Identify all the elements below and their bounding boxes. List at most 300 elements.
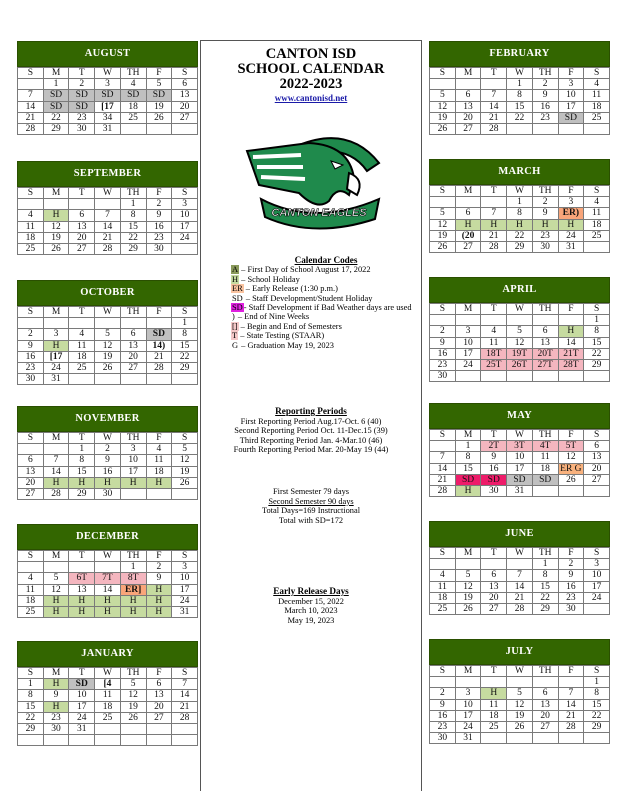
day-cell: 13 [146, 690, 172, 701]
weekday-header: T [481, 548, 507, 559]
day-cell: 31 [455, 733, 481, 744]
day-cell: 6 [532, 326, 558, 337]
day-cell [120, 374, 146, 385]
day-cell [584, 371, 610, 382]
week-row [18, 455, 198, 466]
day-cell: SD [43, 90, 69, 101]
reporting-line: Fourth Reporting Period Mar. 20-May 19 (44) [233, 445, 389, 455]
month-may [429, 403, 610, 497]
day-cell: 22 [172, 351, 198, 362]
day-cell: 24 [584, 592, 610, 603]
day-cell: 4 [584, 197, 610, 208]
day-cell: 6 [18, 455, 44, 466]
day-cell: 2 [95, 444, 121, 455]
weekday-header: S [172, 188, 198, 199]
day-cell: H [481, 219, 507, 230]
day-cell [455, 197, 481, 208]
week-row [430, 241, 610, 252]
day-cell: 2 [558, 559, 584, 570]
day-cell: 18 [481, 710, 507, 721]
day-cell: H [69, 477, 95, 488]
day-cell: 11 [18, 221, 44, 232]
day-cell: 11 [430, 581, 456, 592]
day-cell: 23 [430, 359, 456, 370]
day-cell: 17 [507, 463, 533, 474]
total-days: Total Days=169 Instructional [261, 506, 361, 516]
day-cell: 27 [120, 362, 146, 373]
day-cell: 19 [455, 592, 481, 603]
day-cell [146, 723, 172, 734]
weekday-header: T [481, 304, 507, 315]
day-cell [558, 123, 584, 134]
day-cell: 30 [146, 243, 172, 254]
day-cell: H [120, 595, 146, 606]
day-cell [481, 371, 507, 382]
day-cell [481, 79, 507, 90]
week-row [18, 318, 198, 329]
weekday-header: W [507, 186, 533, 197]
day-cell: 29 [18, 723, 44, 734]
week-row [18, 488, 198, 499]
month-header: JANUARY [17, 641, 198, 667]
day-cell: 9 [43, 690, 69, 701]
day-cell: 17 [455, 348, 481, 359]
day-cell: 11 [584, 90, 610, 101]
weekday-header: TH [120, 307, 146, 318]
day-cell: 30 [18, 374, 44, 385]
day-cell: 21T [558, 348, 584, 359]
eagle-logo-icon [239, 123, 389, 233]
weekday-header: M [43, 307, 69, 318]
day-cell: 12 [95, 340, 121, 351]
day-cell: 1 [584, 315, 610, 326]
day-cell: 13 [532, 337, 558, 348]
day-cell: 3 [120, 444, 146, 455]
legend-text: – Staff Development/Student Holiday [243, 293, 373, 303]
weekday-header: W [507, 430, 533, 441]
day-cell: SD [481, 474, 507, 485]
weekday-header: S [430, 430, 456, 441]
day-cell: 17 [172, 221, 198, 232]
weekday-header: TH [532, 68, 558, 79]
weekday-header: T [69, 551, 95, 562]
day-cell: 9 [558, 570, 584, 581]
day-cell [43, 735, 69, 746]
week-row [430, 463, 610, 474]
day-cell: 24 [172, 595, 198, 606]
day-cell: 7 [43, 455, 69, 466]
day-cell: 6 [532, 688, 558, 699]
weekday-header: S [172, 307, 198, 318]
week-row [430, 677, 610, 688]
day-cell: 2T [481, 441, 507, 452]
day-cell [507, 371, 533, 382]
legend-code: SD [232, 293, 243, 303]
day-cell: 11 [532, 452, 558, 463]
week-row [430, 197, 610, 208]
week-row [18, 199, 198, 210]
day-cell: 28 [146, 362, 172, 373]
legend-code: ER [232, 284, 243, 294]
day-cell: H [43, 210, 69, 221]
week-row [430, 603, 610, 614]
day-cell: SD [69, 90, 95, 101]
month-grid [17, 67, 198, 135]
day-cell: 5 [430, 90, 456, 101]
day-cell: 24 [69, 712, 95, 723]
day-cell: 4 [481, 326, 507, 337]
day-cell [584, 123, 610, 134]
week-row [18, 679, 198, 690]
day-cell: 13 [69, 584, 95, 595]
day-cell: 10 [455, 337, 481, 348]
day-cell: 20 [69, 232, 95, 243]
day-cell: 3 [95, 79, 121, 90]
day-cell: 27 [455, 123, 481, 134]
day-cell: 18 [430, 592, 456, 603]
week-row [430, 326, 610, 337]
month-header: SEPTEMBER [17, 161, 198, 187]
weekday-header: W [95, 433, 121, 444]
week-row [430, 485, 610, 496]
day-cell: 10 [172, 210, 198, 221]
day-cell: 17 [120, 466, 146, 477]
day-cell: 10 [172, 573, 198, 584]
day-cell: H [95, 595, 121, 606]
day-cell: 11 [481, 337, 507, 348]
day-cell: 2 [18, 329, 44, 340]
month-november [17, 406, 198, 500]
day-cell [120, 488, 146, 499]
day-cell: 26 [95, 362, 121, 373]
day-cell: 22 [18, 712, 44, 723]
weekday-header: W [507, 666, 533, 677]
day-cell: SD [146, 329, 172, 340]
day-cell: 28 [481, 241, 507, 252]
day-cell: 4 [69, 329, 95, 340]
day-cell: 23 [146, 232, 172, 243]
day-cell [558, 371, 584, 382]
day-cell: 18 [584, 101, 610, 112]
day-cell: 30 [481, 485, 507, 496]
day-cell: 31 [69, 723, 95, 734]
early-release-date: May 19, 2023 [287, 615, 335, 625]
day-cell: 17 [558, 101, 584, 112]
day-cell: 16 [95, 466, 121, 477]
month-grid [429, 303, 610, 382]
day-cell: 10 [455, 699, 481, 710]
weekday-header: S [18, 188, 44, 199]
day-cell: 27 [532, 721, 558, 732]
month-grid [17, 187, 198, 255]
legend-code: T [232, 331, 238, 341]
day-cell [507, 315, 533, 326]
day-cell [430, 315, 456, 326]
day-cell: 25 [120, 112, 146, 123]
month-header: FEBRUARY [429, 41, 610, 67]
day-cell: 12 [120, 690, 146, 701]
day-cell: 3T [507, 441, 533, 452]
weekday-header: W [95, 188, 121, 199]
week-row [430, 359, 610, 370]
reporting-line: Second Reporting Period Oct. 11-Dec.15 (39) [234, 426, 388, 436]
weekday-header: F [558, 548, 584, 559]
day-cell: 9 [532, 90, 558, 101]
day-cell: 30 [430, 371, 456, 382]
month-header: MAY [429, 403, 610, 429]
weekday-header: TH [532, 666, 558, 677]
day-cell: 1 [532, 559, 558, 570]
day-cell: 10 [120, 455, 146, 466]
day-cell: 7 [481, 90, 507, 101]
week-row [18, 584, 198, 595]
day-cell: 8 [584, 326, 610, 337]
day-cell: H [146, 584, 172, 595]
month-header: OCTOBER [17, 280, 198, 306]
legend-code: A [232, 265, 239, 275]
day-cell: 2 [430, 326, 456, 337]
day-cell: 3 [558, 197, 584, 208]
day-cell: 6 [69, 210, 95, 221]
weekday-header: T [481, 430, 507, 441]
day-cell: H [69, 606, 95, 617]
day-cell: 13 [455, 101, 481, 112]
day-cell: 3 [172, 562, 198, 573]
week-row [18, 123, 198, 134]
weekday-header: S [584, 68, 610, 79]
day-cell: 19 [120, 701, 146, 712]
weekday-header: S [430, 304, 456, 315]
day-cell: 14 [172, 690, 198, 701]
day-cell: 4 [146, 444, 172, 455]
day-cell: 1 [120, 562, 146, 573]
day-cell: H [95, 477, 121, 488]
day-cell: 30 [43, 723, 69, 734]
day-cell [95, 735, 121, 746]
week-row [430, 208, 610, 219]
week-row [18, 595, 198, 606]
day-cell: 23 [430, 721, 456, 732]
day-cell: H [43, 701, 69, 712]
legend-text: – End of Nine Weeks [235, 312, 310, 322]
day-cell: 1 [43, 79, 69, 90]
day-cell: 15 [584, 337, 610, 348]
day-cell: 16 [558, 581, 584, 592]
day-cell: SD [507, 474, 533, 485]
day-cell: H [43, 477, 69, 488]
day-cell [95, 562, 121, 573]
canton-eagles-logo [239, 123, 389, 233]
calendar-title [201, 47, 421, 92]
day-cell: 22 [532, 592, 558, 603]
day-cell: 16 [146, 221, 172, 232]
legend-item [231, 284, 421, 293]
day-cell [69, 374, 95, 385]
day-cell: 7 [481, 208, 507, 219]
day-cell: 14 [95, 221, 121, 232]
day-cell: 1 [172, 318, 198, 329]
day-cell: H [532, 219, 558, 230]
day-cell: 14 [43, 466, 69, 477]
month-april [429, 277, 610, 382]
day-cell: 24 [455, 359, 481, 370]
week-row [18, 351, 198, 362]
day-cell: 27 [584, 474, 610, 485]
weekday-header: S [172, 68, 198, 79]
month-june [429, 521, 610, 615]
day-cell [430, 441, 456, 452]
day-cell: 23 [69, 112, 95, 123]
month-grid [429, 665, 610, 744]
day-cell: 14) [146, 340, 172, 351]
day-cell: 31 [558, 241, 584, 252]
week-row [430, 101, 610, 112]
day-cell [18, 444, 44, 455]
day-cell: H [43, 679, 69, 690]
day-cell: 14 [430, 463, 456, 474]
day-cell: 7T [95, 573, 121, 584]
weekday-header: S [172, 668, 198, 679]
day-cell: ER) [558, 208, 584, 219]
day-cell: 2 [69, 79, 95, 90]
day-cell: H [95, 606, 121, 617]
day-cell: 18 [584, 219, 610, 230]
day-cell: 26 [455, 603, 481, 614]
day-cell: 28T [558, 359, 584, 370]
month-december [17, 524, 198, 618]
day-cell: H [43, 606, 69, 617]
day-cell: 20 [120, 351, 146, 362]
day-cell: 14 [95, 584, 121, 595]
day-cell: 7 [18, 90, 44, 101]
day-cell [146, 318, 172, 329]
weekday-header: S [18, 668, 44, 679]
day-cell: 8 [507, 208, 533, 219]
day-cell: 15 [172, 340, 198, 351]
week-row [18, 329, 198, 340]
week-row [430, 371, 610, 382]
week-row [18, 79, 198, 90]
svg-text:CANTON EAGLES: CANTON EAGLES [271, 207, 367, 219]
day-cell: 18T [481, 348, 507, 359]
day-cell: 9 [481, 452, 507, 463]
week-row [18, 573, 198, 584]
day-cell: H [455, 485, 481, 496]
day-cell: 21 [558, 710, 584, 721]
legend-item [231, 331, 421, 340]
weekday-header: TH [532, 548, 558, 559]
day-cell: (20 [455, 230, 481, 241]
day-cell: 19 [507, 710, 533, 721]
week-row [18, 340, 198, 351]
day-cell: 23 [18, 362, 44, 373]
codes-heading: Calendar Codes [294, 255, 358, 265]
day-cell [172, 243, 198, 254]
day-cell: 27 [69, 243, 95, 254]
week-row [430, 348, 610, 359]
month-header: NOVEMBER [17, 406, 198, 432]
day-cell [455, 559, 481, 570]
weekday-header: T [481, 68, 507, 79]
day-cell: 5 [507, 688, 533, 699]
weekday-header: T [481, 666, 507, 677]
weekday-header: M [43, 188, 69, 199]
day-cell: 17 [69, 701, 95, 712]
day-cell: 25 [18, 606, 44, 617]
week-row [18, 690, 198, 701]
website-link[interactable]: www.cantonisd.net [274, 93, 348, 103]
weekday-header: S [18, 551, 44, 562]
day-cell: 1 [507, 79, 533, 90]
day-cell: 9 [146, 210, 172, 221]
day-cell [18, 79, 44, 90]
day-cell: 2 [532, 79, 558, 90]
day-cell [481, 315, 507, 326]
day-cell: 28 [430, 485, 456, 496]
week-row [430, 474, 610, 485]
day-cell: 28 [43, 488, 69, 499]
week-row [430, 570, 610, 581]
day-cell: SD [532, 474, 558, 485]
day-cell: 14 [558, 699, 584, 710]
day-cell: 29 [584, 359, 610, 370]
day-cell: 6T [69, 573, 95, 584]
day-cell: 7 [172, 679, 198, 690]
day-cell [120, 123, 146, 134]
day-cell: 12 [507, 699, 533, 710]
day-cell [558, 315, 584, 326]
day-cell: 29 [43, 123, 69, 134]
legend-item [231, 312, 421, 321]
day-cell: 6 [584, 441, 610, 452]
day-cell: 21 [172, 701, 198, 712]
day-cell: 11 [18, 584, 44, 595]
day-cell: 14 [481, 101, 507, 112]
day-cell: 27 [146, 712, 172, 723]
day-cell: 21 [18, 112, 44, 123]
day-cell: 3 [172, 199, 198, 210]
weekday-header: S [584, 304, 610, 315]
day-cell: 21 [507, 592, 533, 603]
day-cell: 9 [532, 208, 558, 219]
day-cell: 4 [18, 210, 44, 221]
weekday-header: S [584, 186, 610, 197]
day-cell: 6 [455, 208, 481, 219]
day-cell: 29 [69, 488, 95, 499]
week-row [18, 374, 198, 385]
day-cell [558, 485, 584, 496]
day-cell: 5 [146, 79, 172, 90]
month-header: APRIL [429, 277, 610, 303]
month-august [17, 41, 198, 135]
day-cell: 16 [481, 463, 507, 474]
center-panel [200, 40, 422, 791]
day-cell [18, 318, 44, 329]
day-cell: 6 [120, 329, 146, 340]
day-cell: 27T [532, 359, 558, 370]
day-cell: 12 [507, 337, 533, 348]
day-cell [584, 733, 610, 744]
day-cell: 18 [532, 463, 558, 474]
day-cell: 10 [507, 452, 533, 463]
day-cell: 21 [481, 230, 507, 241]
day-cell: 20 [584, 463, 610, 474]
week-row [18, 701, 198, 712]
week-row [18, 90, 198, 101]
weekday-header: S [430, 548, 456, 559]
day-cell: 12 [43, 221, 69, 232]
weekday-header: TH [120, 433, 146, 444]
